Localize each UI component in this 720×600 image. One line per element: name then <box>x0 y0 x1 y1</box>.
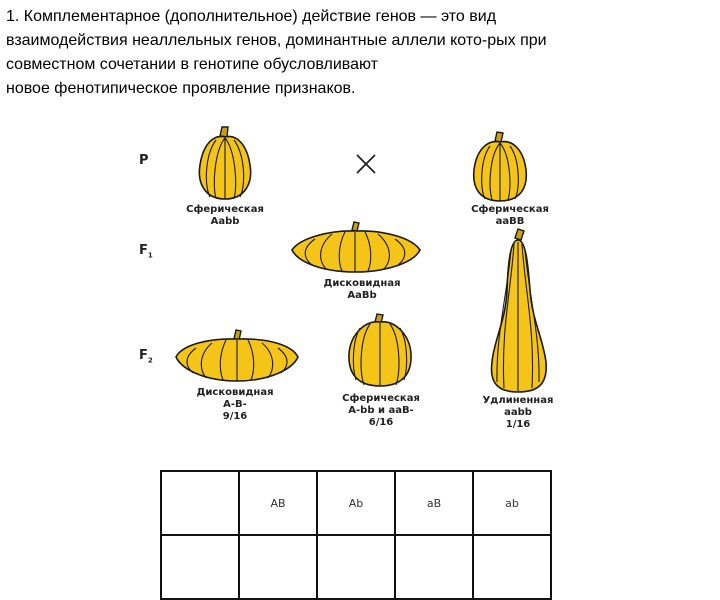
generation-f1-subscript: 1 <box>147 251 153 260</box>
caption-f1 <box>320 278 404 302</box>
punnett-corner-cell <box>161 471 239 535</box>
caption-p-right <box>468 204 552 228</box>
caption-f2-spherical-ratio: 6/16 <box>368 417 394 428</box>
caption-f2-spherical <box>336 393 426 429</box>
pumpkin-f2-disc <box>176 330 298 381</box>
caption-f2-elongated-shape: Удлиненная <box>482 395 554 406</box>
caption-f1-genotype: AaBb <box>347 290 377 301</box>
cross-icon <box>357 155 375 173</box>
punnett-cell <box>161 535 239 599</box>
punnett-cell <box>239 535 317 599</box>
punnett-grid <box>160 470 552 600</box>
caption-p-left-genotype: Aabb <box>210 216 240 227</box>
punnett-header-ab: ab <box>473 471 551 535</box>
punnett-header-row <box>161 471 551 535</box>
caption-p-right-genotype: aaBB <box>495 216 525 227</box>
generation-f1-letter: F <box>139 243 148 258</box>
caption-f2-disc-shape: Дисковидная <box>196 387 274 398</box>
punnett-cell <box>395 535 473 599</box>
caption-p-left-shape: Сферическая <box>186 204 264 215</box>
generation-f1-label <box>139 243 153 260</box>
pumpkin-p-left-spherical <box>199 127 250 199</box>
caption-f2-elongated-genotype: aabb <box>504 407 532 418</box>
punnett-cell <box>317 535 395 599</box>
item-number: 1. <box>6 8 20 25</box>
caption-f2-spherical-shape: Сферическая <box>342 393 420 404</box>
punnett-cell <box>473 535 551 599</box>
pumpkin-f2-spherical <box>349 314 411 386</box>
punnett-header-AB: AB <box>239 471 317 535</box>
caption-f2-elongated-ratio: 1/16 <box>505 419 531 430</box>
caption-f2-disc <box>193 387 277 423</box>
term: Комплементарное <box>23 8 161 25</box>
definition-line-4: новое фенотипическое проявление признаков. <box>6 80 356 97</box>
pumpkin-p-right-spherical <box>474 132 527 201</box>
punnett-row-1 <box>161 535 551 599</box>
generation-f2-label <box>139 348 153 365</box>
caption-p-right-shape: Сферическая <box>471 204 549 215</box>
caption-f2-disc-ratio: 9/16 <box>222 411 248 422</box>
caption-f2-spherical-genotype: A-bb и aaB- <box>348 405 414 416</box>
term-parenthetical: (дополнительное) действие генов — это вид <box>160 8 497 25</box>
generation-p-label: P <box>139 153 149 168</box>
pumpkin-f2-elongated <box>492 229 547 392</box>
generation-f2-subscript: 2 <box>147 356 153 365</box>
punnett-header-aB: aB <box>395 471 473 535</box>
generation-f2-letter: F <box>139 348 148 363</box>
definition-line-3: совместном сочетании в генотипе обусловливают <box>6 56 378 73</box>
definition-line-2: взаимодействия неаллельных генов, доминантные аллели кото-рых при <box>6 32 547 49</box>
caption-f2-elongated <box>476 395 560 431</box>
caption-f2-disc-genotype: A-B- <box>223 399 247 410</box>
punnett-header-Ab: Ab <box>317 471 395 535</box>
pumpkin-f1-disc <box>292 222 420 272</box>
caption-p-left <box>183 204 267 228</box>
caption-f1-shape: Дисковидная <box>323 278 401 289</box>
